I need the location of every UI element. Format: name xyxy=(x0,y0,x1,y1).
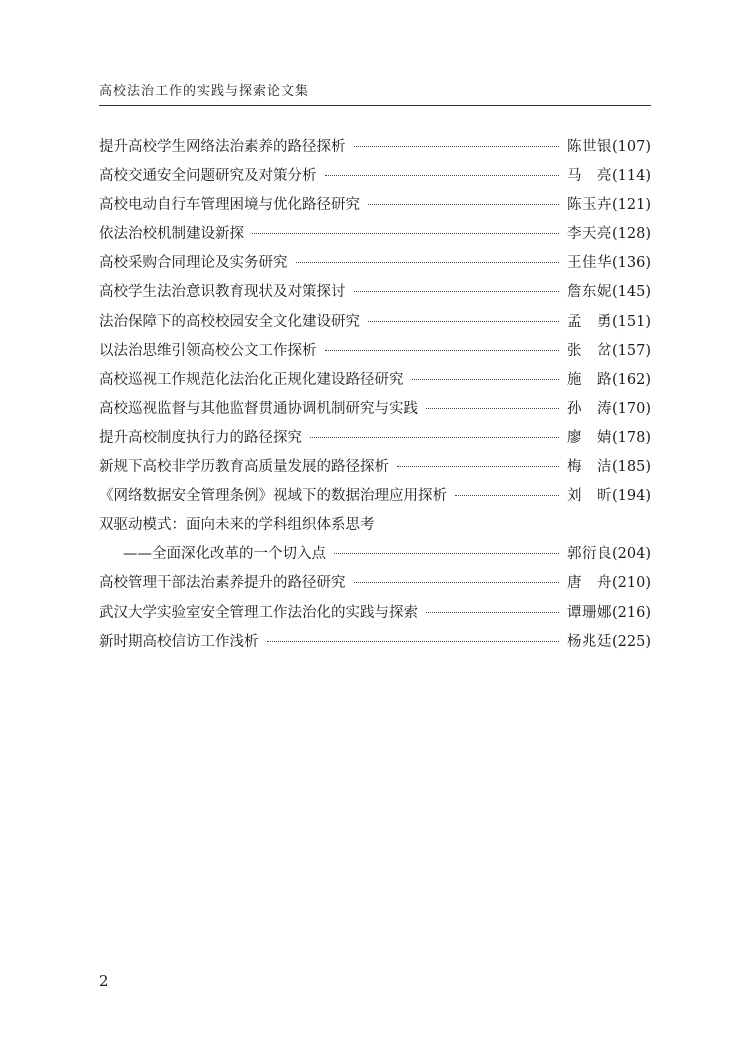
toc-entry-page: (185) xyxy=(612,459,651,476)
toc-entry-page: (170) xyxy=(612,400,651,417)
toc-entry xyxy=(99,455,651,484)
toc-entry xyxy=(99,280,651,309)
toc-entry-title: 新时期高校信访工作浅析 xyxy=(99,633,259,650)
toc-entry xyxy=(99,193,651,222)
toc-entry-page: (136) xyxy=(612,255,651,272)
toc-entry-page: (151) xyxy=(612,313,651,330)
table-of-contents xyxy=(99,135,651,659)
toc-entry xyxy=(99,601,651,630)
toc-leader-dots xyxy=(426,612,559,613)
toc-entry-title: 《网络数据安全管理条例》视域下的数据治理应用探析 xyxy=(99,488,447,505)
toc-entry xyxy=(99,630,651,659)
toc-entry-author: 谭珊娜 xyxy=(567,604,612,621)
toc-entry-title: 高校管理干部法治素养提升的路径研究 xyxy=(99,575,346,592)
toc-entry xyxy=(99,368,651,397)
toc-entry-page: (216) xyxy=(612,604,651,621)
toc-entry-page: (225) xyxy=(612,633,651,650)
toc-leader-dots xyxy=(426,408,559,409)
toc-leader-dots xyxy=(325,175,560,176)
toc-entry-page: (162) xyxy=(612,371,651,388)
toc-entry xyxy=(99,426,651,455)
toc-entry xyxy=(99,484,651,513)
toc-entry xyxy=(99,339,651,368)
toc-leader-dots xyxy=(325,350,560,351)
toc-entry-author: 李天亮 xyxy=(567,226,612,243)
toc-entry-author: 詹东妮 xyxy=(567,284,612,301)
toc-entry-page: (145) xyxy=(612,284,651,301)
toc-entry xyxy=(99,164,651,193)
toc-leader-dots xyxy=(334,553,559,554)
toc-entry-subtitle: ——全面深化改革的一个切入点 xyxy=(123,546,326,563)
toc-entry-author: 孙 涛 xyxy=(567,400,612,417)
toc-entry-author: 陈玉卉 xyxy=(567,197,612,214)
toc-entry-page: (157) xyxy=(612,342,651,359)
toc-entry xyxy=(99,251,651,280)
toc-leader-dots xyxy=(354,146,560,147)
toc-entry-title: 法治保障下的高校校园安全文化建设研究 xyxy=(99,313,360,330)
toc-entry-author: 马 亮 xyxy=(567,168,612,185)
toc-leader-dots xyxy=(310,437,559,438)
toc-entry xyxy=(99,135,651,164)
toc-entry-page: (128) xyxy=(612,226,651,243)
toc-entry-title: 武汉大学实验室安全管理工作法治化的实践与探索 xyxy=(99,604,418,621)
toc-rows-group-b xyxy=(99,571,651,658)
toc-entry-page: (121) xyxy=(612,197,651,214)
toc-entry-page: (204) xyxy=(612,546,651,563)
toc-entry-author: 刘 昕 xyxy=(567,488,612,505)
toc-entry-author: 郭衍良 xyxy=(567,546,612,563)
header-rule xyxy=(99,105,651,106)
toc-leader-dots xyxy=(252,233,559,234)
toc-entry-title: 提升高校制度执行力的路径探究 xyxy=(99,429,302,446)
toc-entry xyxy=(99,310,651,339)
toc-leader-dots xyxy=(354,582,560,583)
toc-leader-dots xyxy=(455,495,559,496)
toc-entry-title: 依法治校机制建设新探 xyxy=(99,226,244,243)
toc-leader-dots xyxy=(354,291,560,292)
toc-entry-page: (194) xyxy=(612,488,651,505)
toc-entry-title: 高校学生法治意识教育现状及对策探讨 xyxy=(99,284,346,301)
toc-entry-title: 以法治思维引领高校公文工作探析 xyxy=(99,342,317,359)
running-header-title: 高校法治工作的实践与探索论文集 xyxy=(99,84,310,99)
toc-leader-dots xyxy=(397,466,559,467)
toc-entry-multiline-subtitle xyxy=(99,542,651,571)
toc-entry-author: 王佳华 xyxy=(567,255,612,272)
toc-entry-title: 高校采购合同理论及实务研究 xyxy=(99,255,288,272)
toc-entry-title: 双驱动模式：面向未来的学科组织体系思考 xyxy=(99,517,375,534)
toc-entry-author: 孟 勇 xyxy=(567,313,612,330)
toc-entry-author: 施 路 xyxy=(567,371,612,388)
toc-entry-title: 高校交通安全问题研究及对策分析 xyxy=(99,168,317,185)
toc-entry-multiline-title xyxy=(99,513,651,542)
toc-entry-page: (210) xyxy=(612,575,651,592)
toc-entry-title: 提升高校学生网络法治素养的路径探析 xyxy=(99,139,346,155)
toc-entry-page: (178) xyxy=(612,429,651,446)
toc-entry-author: 张 岔 xyxy=(567,342,612,359)
toc-entry-author: 唐 舟 xyxy=(567,575,612,592)
toc-entry-author: 陈世银 xyxy=(567,139,612,155)
toc-entry-title: 新规下高校非学历教育高质量发展的路径探析 xyxy=(99,459,389,476)
toc-entry-author: 杨兆廷 xyxy=(567,633,612,650)
toc-leader-dots xyxy=(368,321,559,322)
toc-entry-title: 高校巡视监督与其他监督贯通协调机制研究与实践 xyxy=(99,400,418,417)
toc-leader-dots xyxy=(412,379,560,380)
toc-entry xyxy=(99,571,651,600)
toc-leader-dots xyxy=(368,204,559,205)
toc-rows-group-a xyxy=(99,135,651,513)
toc-entry-page: (107) xyxy=(612,139,651,155)
toc-leader-dots xyxy=(267,641,560,642)
toc-entry-page: (114) xyxy=(612,168,651,185)
toc-entry-author: 梅 洁 xyxy=(567,459,612,476)
toc-leader-dots xyxy=(296,262,560,263)
toc-entry xyxy=(99,222,651,251)
page-number: 2 xyxy=(99,972,109,990)
toc-entry-author: 廖 婧 xyxy=(567,429,612,446)
toc-entry-title: 高校巡视工作规范化法治化正规化建设路径研究 xyxy=(99,371,404,388)
toc-entry xyxy=(99,397,651,426)
toc-entry-title: 高校电动自行车管理困境与优化路径研究 xyxy=(99,197,360,214)
